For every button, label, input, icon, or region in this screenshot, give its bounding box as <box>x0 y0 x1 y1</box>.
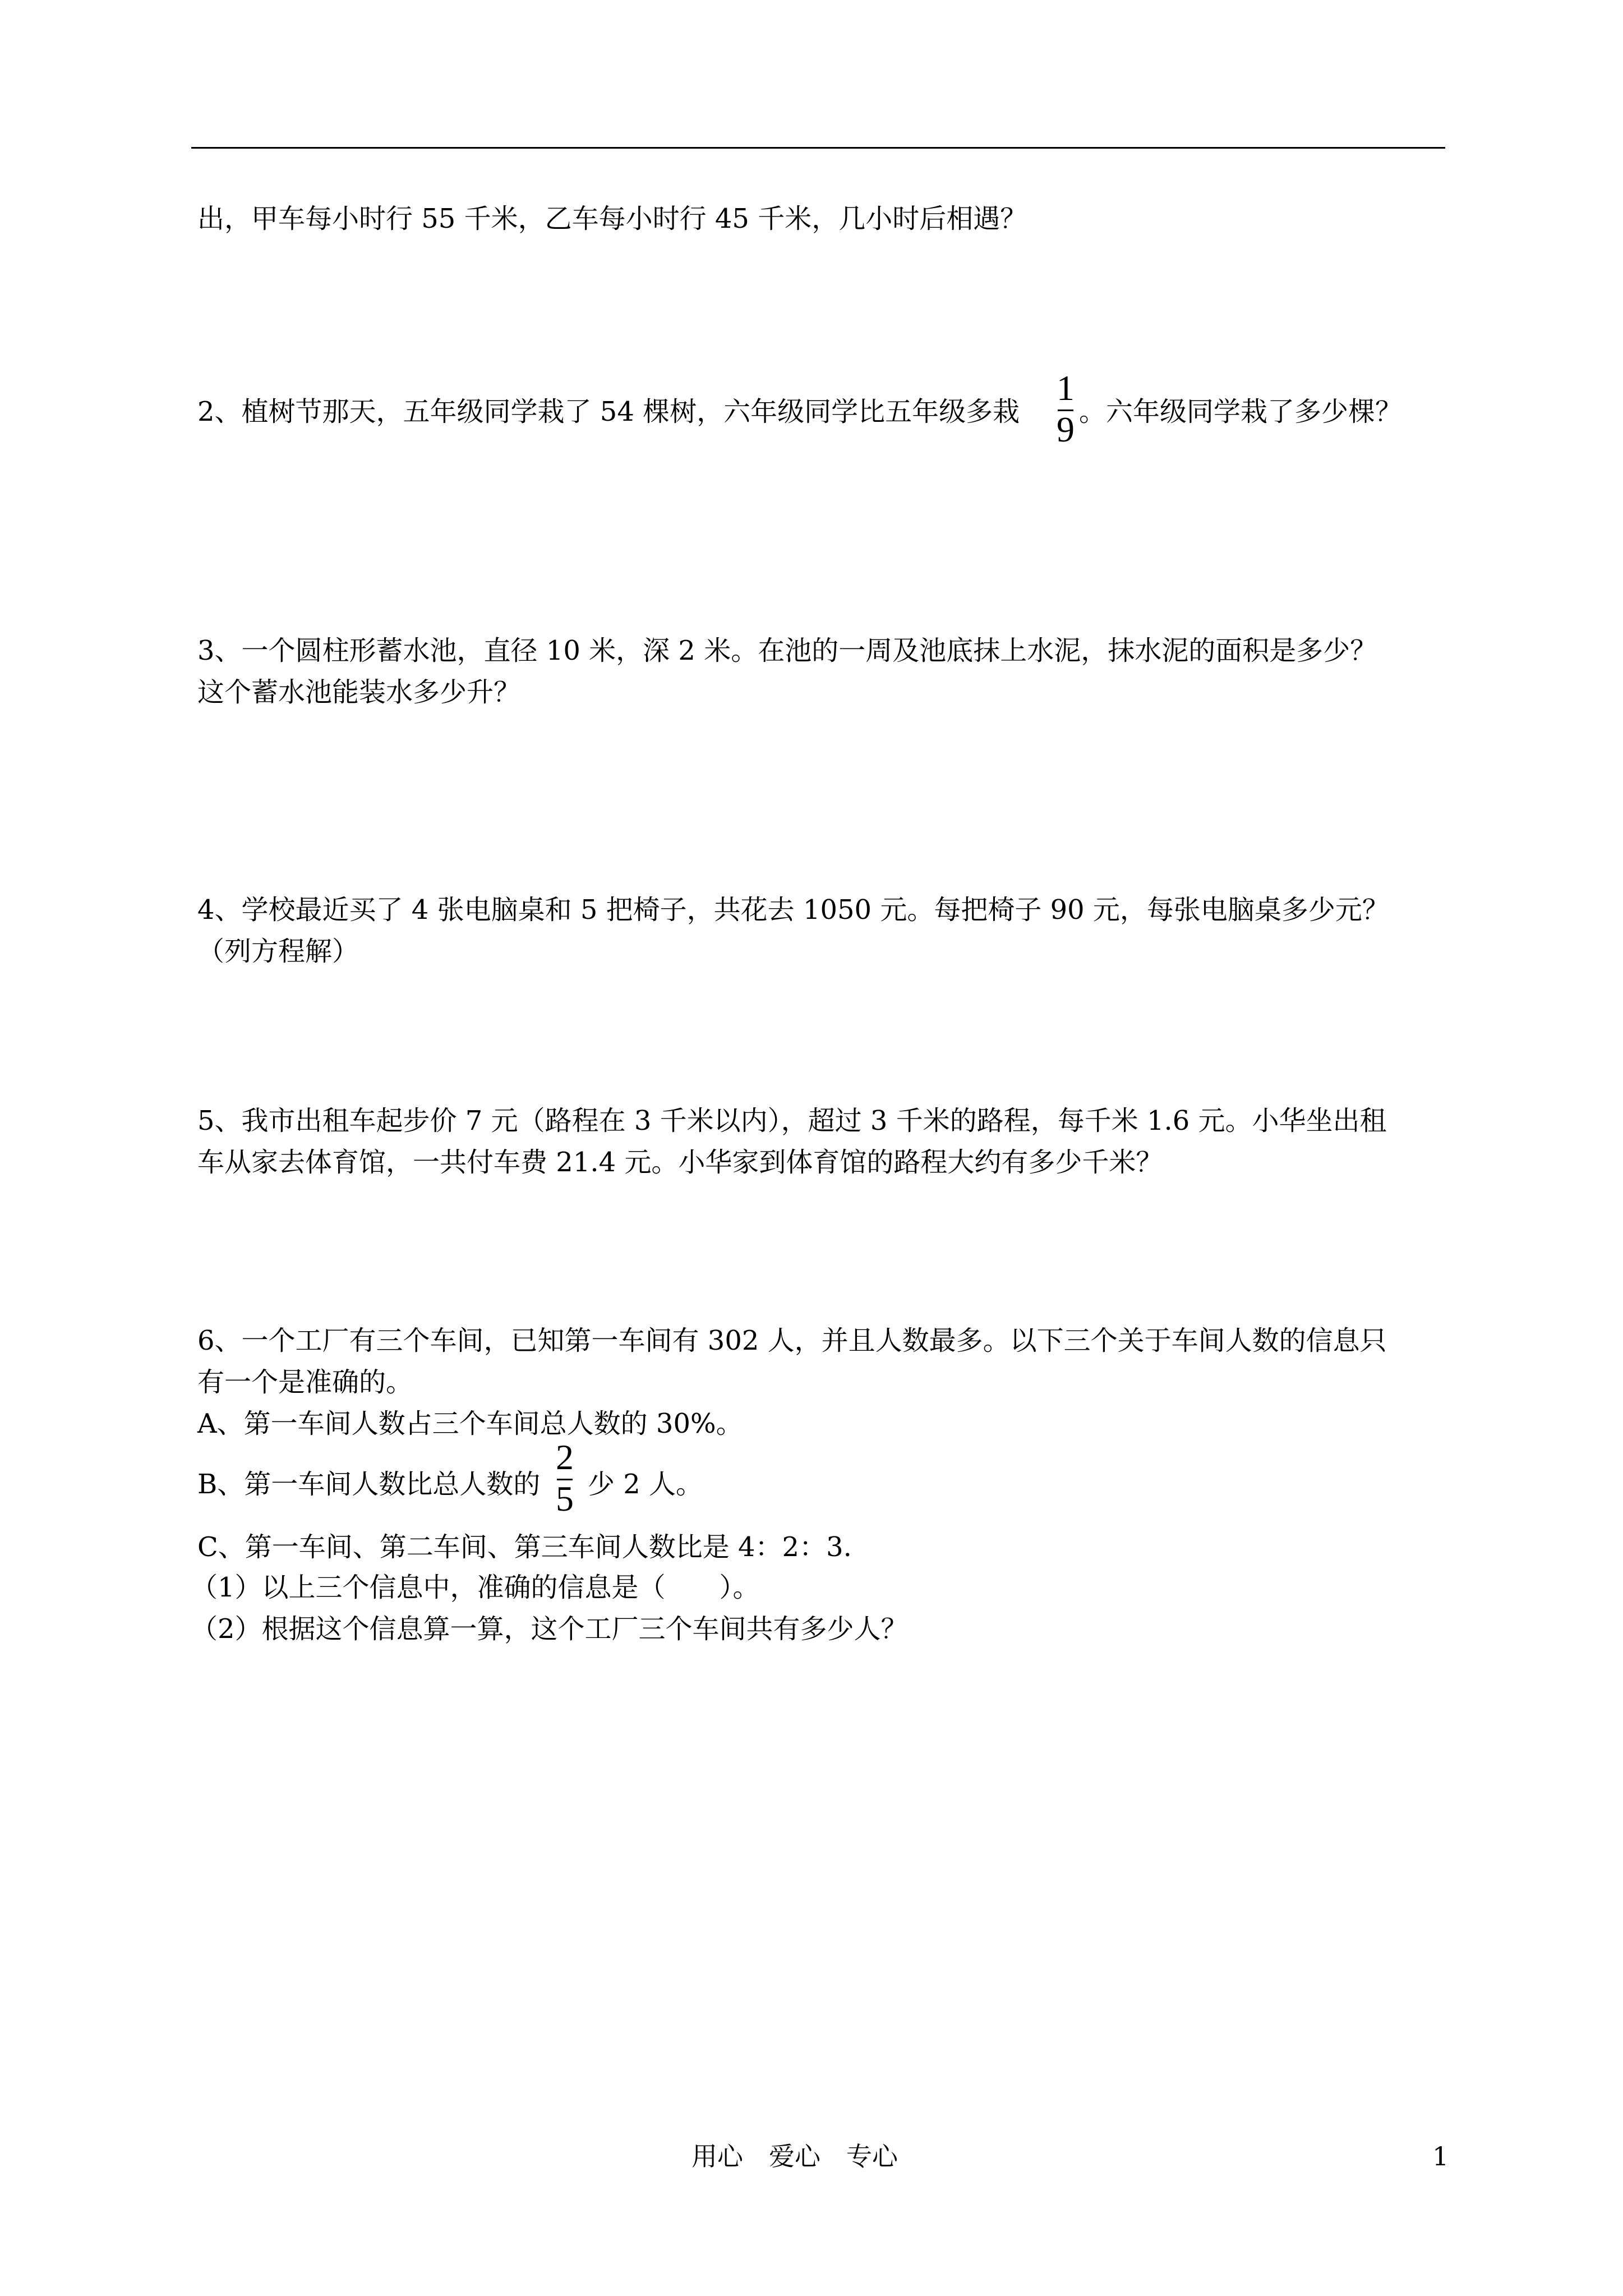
q4-line-2: （列方程解） <box>197 936 359 967</box>
footer-motto: 用心 爱心 专心 <box>691 2141 898 2171</box>
q6-option-b-after: 少 2 人。 <box>588 1469 703 1500</box>
q1-continuation: 出，甲车每小时行 55 千米，乙车每小时行 45 千米，几小时后相遇？ <box>197 203 1027 234</box>
page-number: 1 <box>1432 2141 1449 2171</box>
q3-line-1: 3、一个圆柱形蓄水池，直径 10 米，深 2 米。在池的一周及池底抹上水泥，抹水泥的面积是多少？ <box>197 635 1377 666</box>
q4-line-1: 4、学校最近买了 4 张电脑桌和 5 把椅子，共花去 1050 元。每把椅子 90 元，每张电脑桌多少元？ <box>197 894 1389 926</box>
q2-fraction-numerator: 1 <box>1057 368 1075 408</box>
q6-fraction-numerator: 2 <box>556 1437 574 1477</box>
q5-line-1: 5、我市出租车起步价 7 元（路程在 3 千米以内），超过 3 千米的路程，每千米 1.6 元。小华坐出租 <box>197 1105 1387 1137</box>
q6-fraction-denominator: 5 <box>556 1479 574 1519</box>
q6-option-c: C、第一车间、第二车间、第三车间人数比是 4：2：3. <box>197 1531 852 1563</box>
q5-line-2: 车从家去体育馆，一共付车费 21.4 元。小华家到体育馆的路程大约有多少千米？ <box>197 1147 1163 1178</box>
header-rule <box>191 147 1445 149</box>
q3-line-2: 这个蓄水池能装水多少升？ <box>197 677 521 708</box>
q2-text-before: 2、植树节那天，五年级同学栽了 54 棵树，六年级同学比五年级多栽 <box>197 396 1020 427</box>
q6-subquestion-1: （1）以上三个信息中，准确的信息是（ ）。 <box>191 1572 760 1603</box>
q6-option-a: A、第一车间人数占三个车间总人数的 30%。 <box>197 1408 743 1439</box>
q2-text-after: 。六年级同学栽了多少棵？ <box>1079 396 1403 427</box>
q2-fraction-denominator: 9 <box>1057 409 1075 449</box>
q6-option-b-before: B、第一车间人数比总人数的 <box>197 1469 541 1500</box>
q6-subquestion-2: （2）根据这个信息算一算，这个工厂三个车间共有多少人？ <box>191 1613 908 1645</box>
q6-line-2: 有一个是准确的。 <box>197 1366 413 1398</box>
q6-line-1: 6、一个工厂有三个车间，已知第一车间有 302 人，并且人数最多。以下三个关于车间人数的信息只 <box>197 1325 1387 1356</box>
